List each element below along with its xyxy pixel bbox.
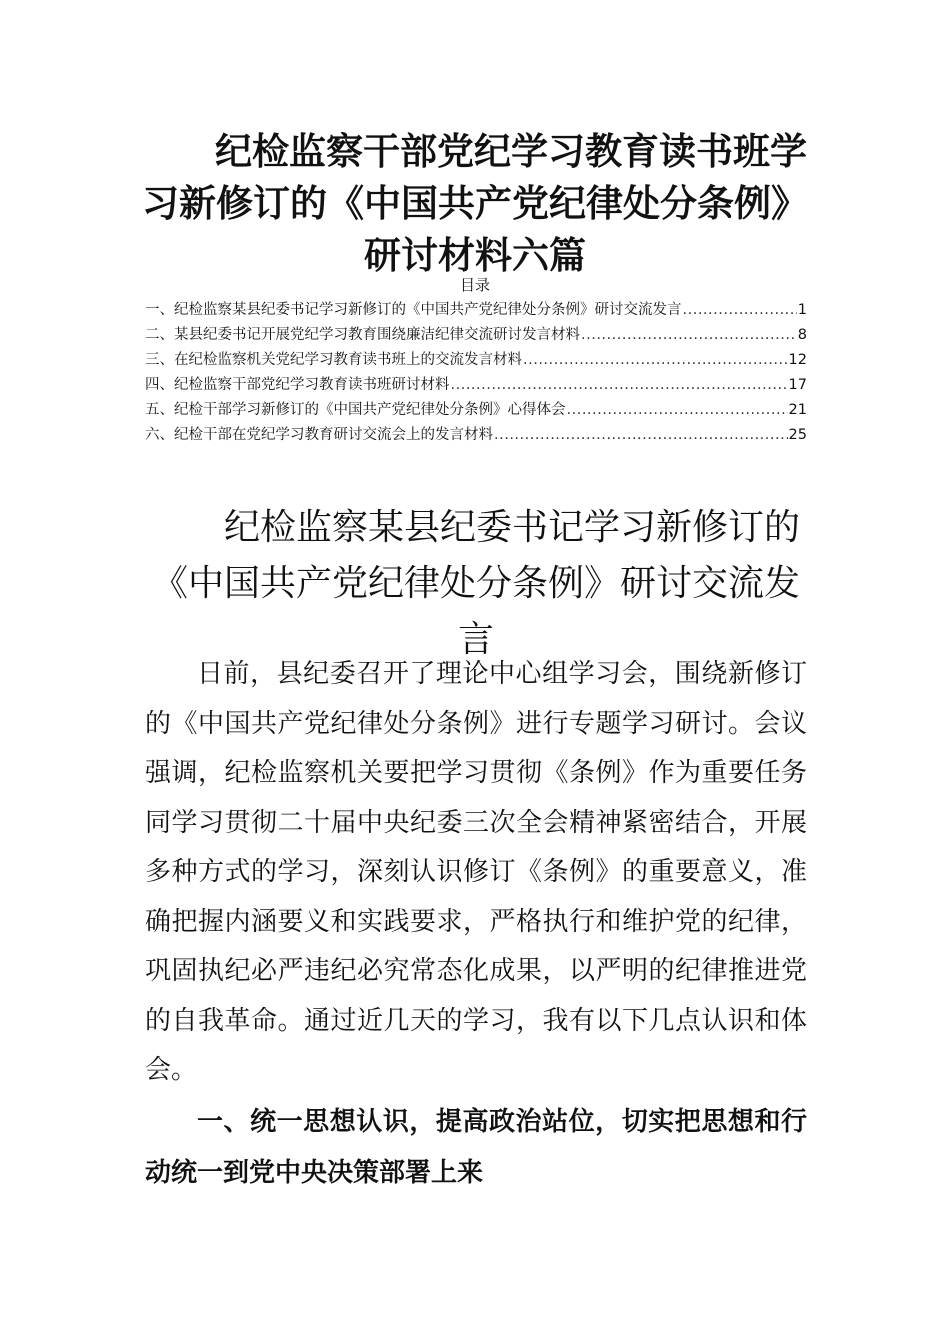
toc-entry[interactable] (145, 323, 807, 348)
section-title-line: 纪检监察某县纪委书记学习新修订的 (223, 507, 800, 548)
document-title-line: 纪检监察干部党纪学习教育读书班学 (215, 130, 807, 173)
toc-entry-text: 二、某县纪委书记开展党纪学习教育围绕廉洁纪律交流研讨发言材料 (145, 327, 580, 343)
toc-leader-dots (683, 298, 797, 323)
toc-entry-text: 五、纪检干部学习新修订的《中国共产党纪律处分条例》心得体会 (145, 402, 566, 418)
section-title-line: 《中国共产党纪律处分条例》研讨交流发 (151, 563, 800, 604)
toc-page-number: 1 (797, 302, 807, 318)
toc-entry[interactable] (145, 423, 807, 448)
document-title-line: 研讨材料六篇 (364, 234, 586, 277)
section-title-line: 言 (457, 619, 494, 660)
toc-entry[interactable] (145, 348, 807, 373)
section-heading-1: 一、统一思想认识，提高政治站位，切实把思想和行动统一到党中央决策部署上来 (145, 1107, 807, 1188)
toc-entry-text: 三、在纪检监察机关党纪学习教育读书班上的交流发言材料 (145, 352, 522, 368)
toc-entry[interactable] (145, 373, 807, 398)
toc-leader-dots (451, 373, 788, 398)
toc-page-number: 8 (797, 327, 807, 343)
toc-page-number: 17 (788, 377, 807, 393)
toc-page-number: 12 (788, 352, 807, 368)
toc-entry-text: 四、纪检监察干部党纪学习教育读书班研讨材料 (145, 377, 450, 393)
section-title (145, 500, 807, 668)
toc-page-number: 25 (788, 427, 807, 443)
toc-leader-dots (494, 423, 788, 448)
toc-entry[interactable] (145, 298, 807, 323)
toc-page-number: 21 (788, 402, 807, 418)
toc-entry[interactable] (145, 398, 807, 423)
table-of-contents (145, 298, 807, 448)
toc-leader-dots (523, 348, 788, 373)
toc-heading: 目录 (459, 276, 490, 294)
toc-leader-dots (581, 323, 797, 348)
body-paragraph: 日前，县纪委召开了理论中心组学习会，围绕新修订的《中国共产党纪律处分条例》进行专题学习研讨。会议强调，纪检监察机关要把学习贯彻《条例》作为重要任务同学习贯彻二十届中央纪委三次全会精神紧密结合，开展多种方式的学习，深刻认识修订《条例》的重要意义，准确把握内涵要义和实践要求，严格执行和维护党的纪律，巩固执纪必严违纪必究常态化成果，以严明的纪律推进党的自我革命。通过近几天的学习，我有以下几点认识和体会。 (145, 659, 807, 1085)
document-title-line: 习新修订的《中国共产党纪律处分条例》 (142, 182, 808, 225)
toc-leader-dots (567, 398, 788, 423)
toc-entry-text: 六、纪检干部在党纪学习教育研讨交流会上的发言材料 (145, 427, 493, 443)
toc-entry-text: 一、纪检监察某县纪委书记学习新修订的《中国共产党纪律处分条例》研讨交流发言 (145, 302, 682, 318)
document-title (140, 126, 810, 282)
